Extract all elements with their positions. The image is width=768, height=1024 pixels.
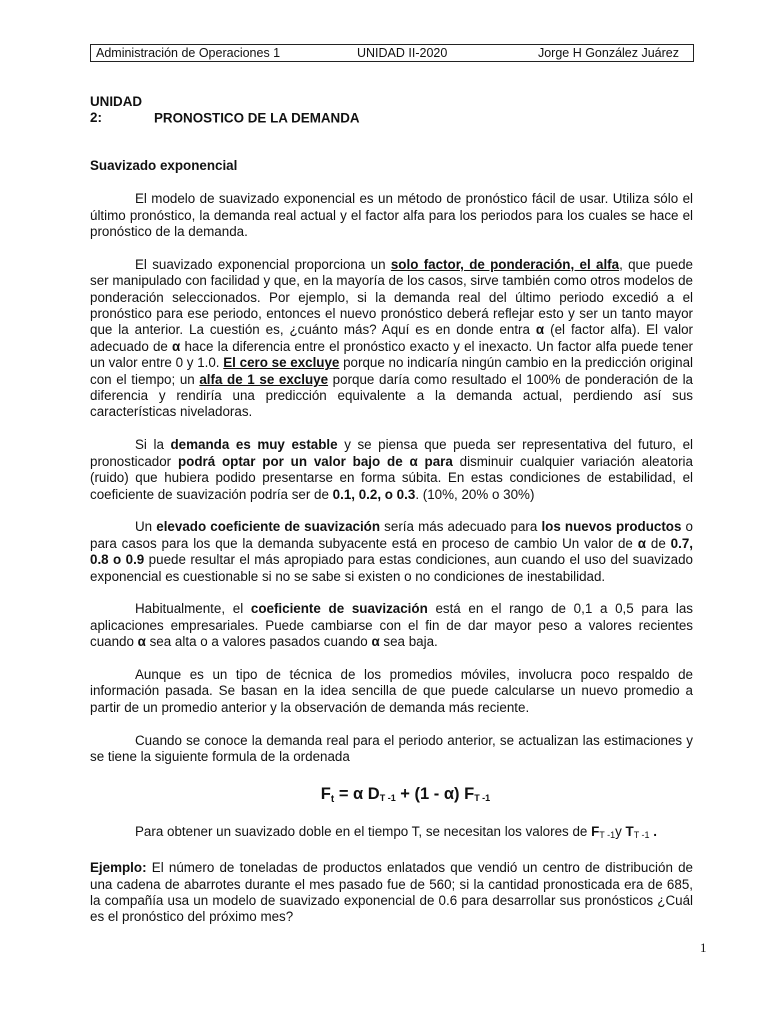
paragraph-moving-average: Aunque es un tipo de técnica de los promedios móviles, involucra poco respaldo de información pasada. Se basan en la idea sencilla de que puede calcularse un nuevo promedio a partir de un promedio anterior y la observación de demanda más reciente. <box>90 666 693 715</box>
unit-heading: PRONOSTICO DE LA DEMANDA <box>154 110 360 126</box>
page-number: 1 <box>700 940 707 955</box>
alpha-symbol: α <box>637 535 646 551</box>
page-header <box>90 44 694 62</box>
unit-title <box>90 94 693 127</box>
alpha-symbol: α <box>535 322 545 338</box>
emphasis-low-values: 0.1, 0.2, o 0.3 <box>332 486 416 502</box>
paragraph-usual-range: Habitualmente, el coeficiente de suavización está en el rango de 0,1 a 0,5 para las aplicaciones empresariales. Puede cambiarse con el fin de dar mayor peso a valores recientes cuando α sea alta o a valores pasados cuando α sea baja. <box>90 601 693 650</box>
paragraph-double-smoothing: Para obtener un suavizado doble en el tiempo T, se necesitan los valores de $F_{T -1}y$ $T_{T -1}$ . <box>135 824 658 841</box>
emphasis-high-coefficient: elevado coeficiente de suavización <box>156 519 381 535</box>
alpha-symbol: α <box>409 453 418 469</box>
emphasis-new-products: los nuevos productos <box>541 519 682 535</box>
paragraph-example: Ejemplo: El número de toneladas de productos enlatados que vendió un centro de distribución de una cadena de abarrotes durante el mes pasado fue de 560; si la cantidad pronosticada era de 685, la compañía usa un modelo de suavizado exponencial de 0.6 para desarrollar sus pronósticos ¿Cuál es el pronóstico del próximo mes? <box>90 860 693 925</box>
header-course: Administración de Operaciones 1 <box>96 46 281 60</box>
emphasis-high-values: 0.7, 0.8 o 0.9 <box>90 535 693 568</box>
emphasis-stable-demand: demanda es muy estable <box>170 437 338 453</box>
emphasis-one-excluded: alfa de 1 se excluye <box>199 371 329 387</box>
alpha-symbol: α <box>353 785 364 804</box>
alpha-symbol: α <box>443 785 455 804</box>
paragraph-high-coefficient: Un elevado coeficiente de suavización sería más adecuado para los nuevos productos o para casos para los que la demanda subyacente está en proceso de cambio Un valor de α de 0.7, 0.8 o 0.9 puede resultar el más apropiado para estas condiciones, aun cuando el uso del suavizado exponencial es cuestionable si no se sabe si existen o no condiciones de inestabilidad. <box>90 519 693 584</box>
example-label: Ejemplo: <box>90 860 147 876</box>
paragraph-intro: El modelo de suavizado exponencial es un método de pronóstico fácil de usar. Utiliza sólo el último pronóstico, la demanda real actual y el factor alfa para los periodos para los cuales se hace el pronóstico de la demanda. <box>90 191 693 240</box>
exponential-smoothing-formula: $F_t = \alpha$ $D_{T -1} + (1 - \alpha)$ $F_{T -1}$ <box>320 785 491 806</box>
unit-label: UNIDAD 2: <box>90 94 143 126</box>
paragraph-stable-demand: Si la demanda es muy estable y se piensa que pueda ser representativa del futuro, el pronosticador podrá optar por un valor bajo de α para disminuir cualquier variación aleatoria (ruido) que hubiera podido presentarse en forma súbita. En estas condiciones de estabilidad, el coeficiente de suavización podría ser de 0.1, 0.2, o 0.3. (10%, 20% o 30%) <box>90 437 693 502</box>
emphasis-coefficient: coeficiente de suavización <box>250 601 428 617</box>
header-unit: UNIDAD II-2020 <box>357 46 448 60</box>
paragraph-formula-intro: Cuando se conoce la demanda real para el periodo anterior, se actualizan las estimaciones y se tiene la siguiente formula de la ordenada <box>90 732 693 764</box>
header-author: Jorge H González Juárez <box>537 46 679 60</box>
alpha-symbol: α <box>172 338 181 354</box>
section-title: Suavizado exponencial <box>90 157 238 173</box>
emphasis-zero-excluded: El cero se excluye <box>223 355 340 371</box>
alpha-symbol: α <box>137 634 146 650</box>
document-body <box>90 94 693 926</box>
paragraph-alpha-factor: El suavizado exponencial proporciona un solo factor, de ponderación, el alfa, que puede ser manipulado con facilidad y que, en la mayoría de los casos, sirve también como otros modelos de ponderación seleccionados. Por ejemplo, si la demanda real del último periodo excedió a el pronóstico para ese periodo, entonces el nuevo pronóstico deberá reflejar esto y ser un tanto mayor que la anterior. La cuestión es, ¿cuánto más? Aquí es en donde entra α (el factor alfa). El valor adecuado de α hace la diferencia entre el pronóstico exacto y el inexacto. Un factor alfa puede tener un valor entre 0 y 1.0. El cero se excluye porque no indicaría ningún cambio en la predicción original con el tiempo; un alfa de 1 se excluye porque daría como resultado el 100% de ponderación de la diferencia y rendiría una predicción equivalente a la demanda actual, perdiendo así sus características niveladoras. <box>90 256 694 420</box>
emphasis-low-value: podrá optar por un valor bajo de <box>177 453 410 469</box>
alpha-symbol: α <box>371 634 380 650</box>
emphasis-single-factor: solo factor, de ponderación, el alfa <box>390 256 620 272</box>
